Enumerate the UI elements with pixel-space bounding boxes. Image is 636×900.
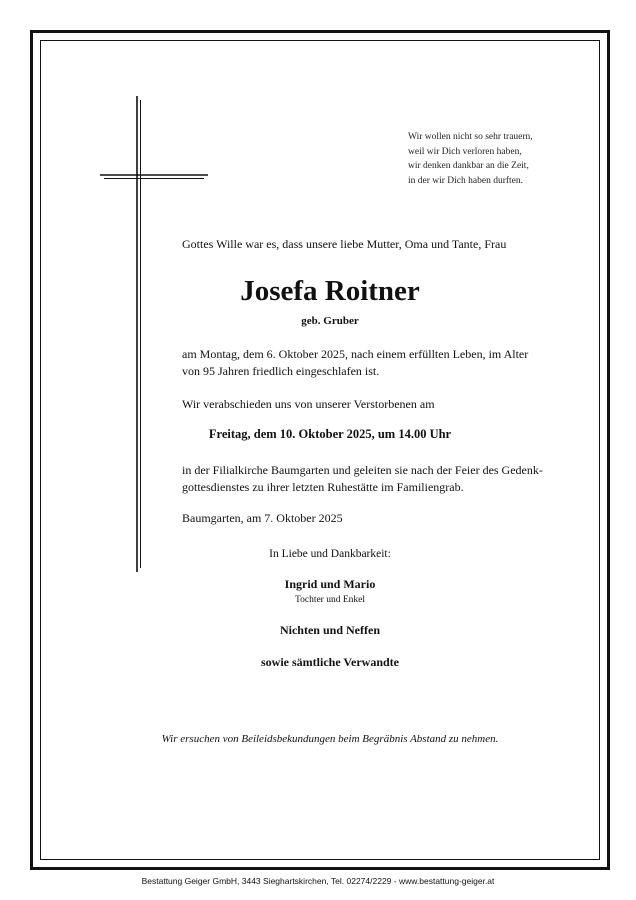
cross-icon [100, 96, 210, 572]
motto-verse [408, 130, 588, 188]
motto-line: weil wir Dich verloren haben, [408, 146, 522, 157]
farewell-text: Wir verabschieden uns von unserer Verstorbenen am [182, 397, 435, 411]
ceremony-line: in der Filialkirche Baumgarten und geleiten sie nach der Feier des Gedenk- [182, 463, 543, 477]
funeral-date: Freitag, dem 10. Oktober 2025, um 14.00 Uhr [208, 427, 452, 441]
family-relation: Tochter und Enkel [294, 595, 366, 605]
death-line: am Montag, dem 6. Oktober 2025, nach einem erfüllten Leben, im Alter [182, 347, 529, 361]
ceremony-line: gottesdienstes zu ihrer letzten Ruhestätte im Familiengrab. [182, 480, 464, 494]
footer-imprint: Bestattung Geiger GmbH, 3443 Sieghartskirchen, Tel. 02274/2229 - www.bestattung-geiger.at [141, 876, 495, 886]
gratitude-text: In Liebe und Dankbarkeit: [269, 548, 391, 560]
death-line: von 95 Jahren friedlich eingeschlafen ist. [182, 364, 380, 378]
intro-text: Gottes Wille war es, dass unsere liebe Mutter, Oma und Tante, Frau [182, 237, 507, 251]
motto-line: in der wir Dich haben durften. [408, 175, 524, 186]
condolence-request: Wir ersuchen von Beileidsbekundungen beim Begräbnis Abstand zu nehmen. [161, 733, 499, 745]
motto-line: wir denken dankbar an die Zeit, [408, 161, 529, 171]
family-names: sowie sämtliche Verwandte [261, 655, 399, 669]
family-names: Nichten und Neffen [279, 623, 380, 637]
place-date: Baumgarten, am 7. Oktober 2025 [182, 511, 343, 525]
death-paragraph [182, 346, 528, 380]
deceased-name: Josefa Roitner [240, 275, 420, 307]
family-names: Ingrid und Mario [284, 577, 376, 591]
ceremony-paragraph [182, 462, 543, 496]
motto-line: Wir wollen nicht so sehr trauern, [408, 132, 533, 142]
maiden-name: geb. Gruber [301, 315, 359, 327]
